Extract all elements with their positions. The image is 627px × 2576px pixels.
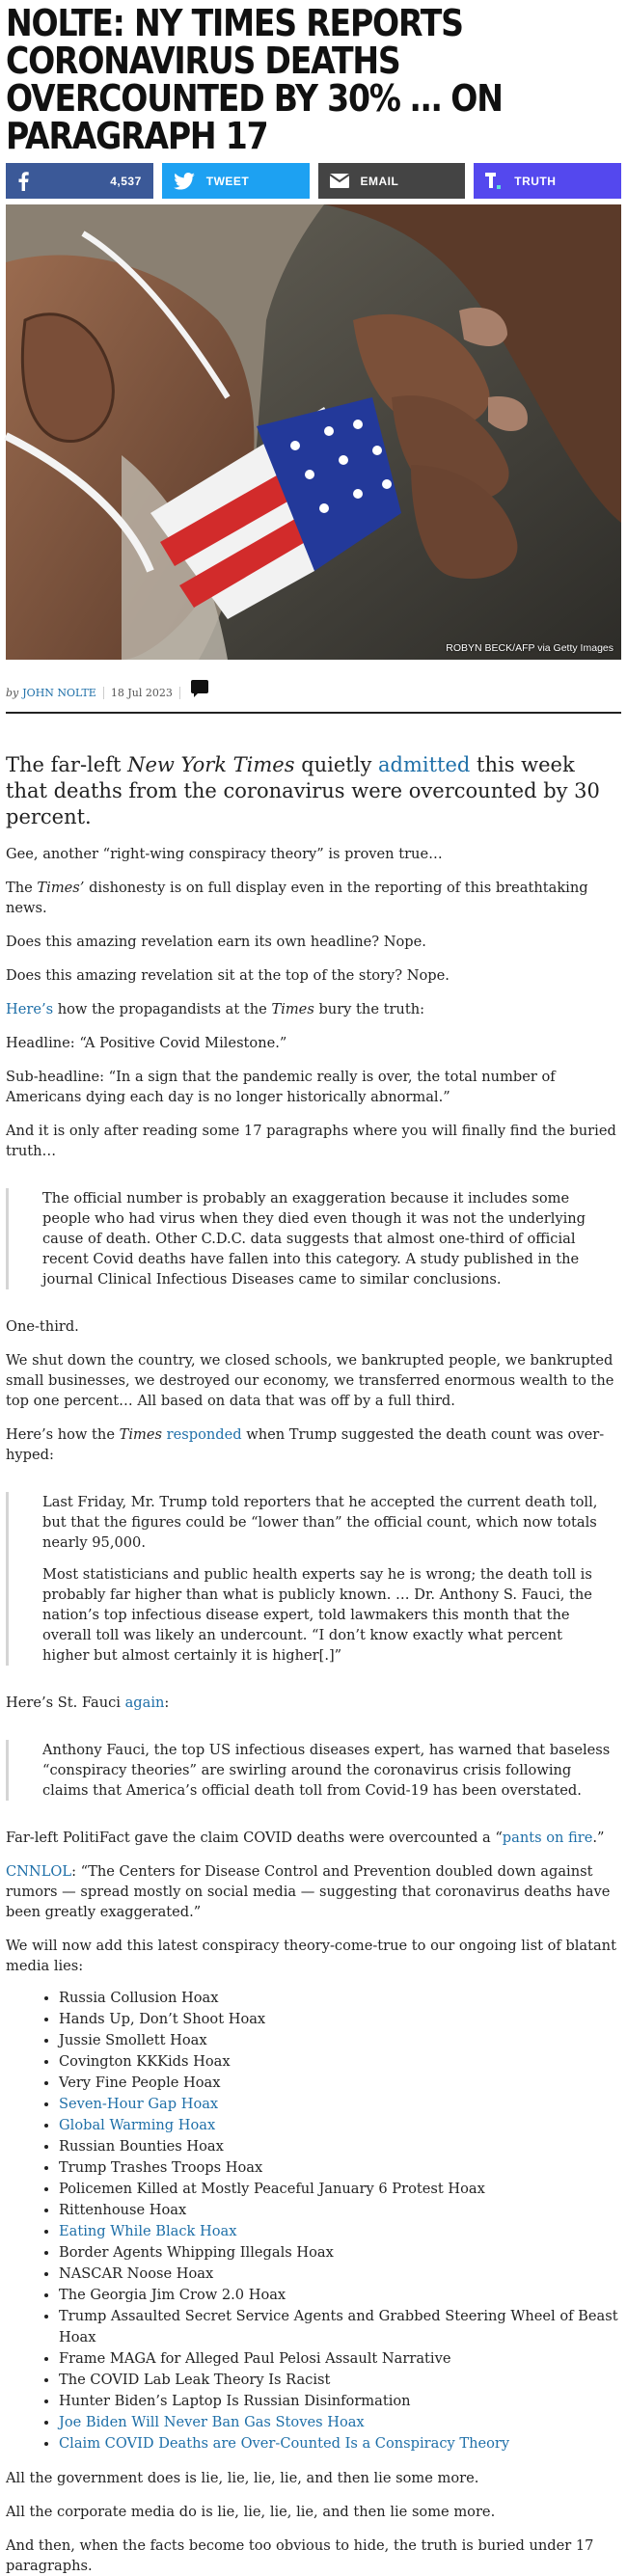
facebook-icon (17, 172, 29, 191)
list-item: • Trump Assaulted Secret Service Agents and Grabbed Steering Wheel of Beast Hoax (59, 2306, 621, 2348)
paragraph (6, 1861, 621, 1922)
list-item: • Policemen Killed at Mostly Peaceful January 6 Protest Hoax (59, 2179, 621, 2200)
photo-credit: ROBYN BECK/AFP via Getty Images (446, 642, 613, 654)
text: : “The Centers for Disease Control and Prevention doubled down against rumors — spread mostly on social media — suggesting that coronavirus deaths have been greatly exaggerated.” (6, 1863, 611, 1920)
lede-text: The far-left (6, 753, 128, 776)
text: bury the truth: (314, 1001, 425, 1017)
author-link[interactable]: JOHN NOLTE (22, 686, 96, 699)
hoax-list (6, 1988, 621, 2454)
list-item: • Frame MAGA for Alleged Paul Pelosi Assault Narrative (59, 2348, 621, 2370)
paragraph: We shut down the country, we closed schools, we bankrupted people, we bankrupted small businesses, we destroyed our economy, we transferred enormous wealth to the top one percent… All based on data that was off by a full third. (6, 1352, 614, 1409)
article-body (6, 844, 621, 2576)
paragraph (6, 878, 621, 918)
tweet-label: TWEET (205, 174, 250, 188)
paragraph: Does this amazing revelation earn its own headline? Nope. (6, 934, 426, 950)
text: .” (592, 1830, 605, 1846)
paragraph: And then, when the facts become too obvious to hide, the truth is buried under 17 paragraphs. (6, 2537, 594, 2574)
truth-label: TRUTH (514, 174, 557, 188)
list-item (59, 2221, 621, 2242)
again-link[interactable]: again (124, 1695, 165, 1711)
lede-text: quietly (294, 753, 378, 776)
facebook-share-button[interactable] (6, 163, 153, 199)
byline-prefix: by (6, 686, 19, 699)
email-share-button[interactable] (318, 163, 466, 199)
blockquote (6, 1188, 621, 1289)
hoax-link[interactable]: Seven-Hour Gap Hoax (59, 2096, 219, 2112)
list-item: • Border Agents Whipping Illegals Hoax (59, 2242, 621, 2264)
quote-paragraph: Anthony Fauci, the top US infectious diseases expert, has warned that baseless “conspiracy theories” are swirling around the coronavirus crisis following claims that America’s official death toll from Covid-19 has been overstated. (42, 1742, 611, 1799)
paragraph: Sub-headline: “In a sign that the pandemic really is over, the total number of Americans dying each day is no longer historically abnormal.” (6, 1069, 556, 1105)
article-lede (6, 752, 621, 830)
list-item: • The COVID Lab Leak Theory Is Racist (59, 2370, 621, 2391)
list-item: • The Georgia Jim Crow 2.0 Hoax (59, 2285, 621, 2306)
quote-paragraph: Last Friday, Mr. Trump told reporters that he accepted the current death toll, but that the figures could be “lower than” the official count, which now totals nearly 95,000. (42, 1494, 598, 1551)
quote-paragraph: Most statisticians and public health experts say he is wrong; the death toll is probably far higher than what is publicly known. … Dr. Anthony S. Fauci, the nation’s top infectious disease expert, told lawmakers this month that the overall toll was likely an undercount. “I don’t know exactly what percent higher but almost certainly it is higher[.]” (42, 1566, 592, 1664)
list-item: • Rittenhouse Hoax (59, 2200, 621, 2221)
paragraph (6, 999, 621, 1019)
list-item (59, 2433, 621, 2454)
publish-date: 18 Jul 2023 (110, 686, 173, 699)
paragraph: All the corporate media do is lie, lie, lie, lie, and then lie some more. (6, 2504, 496, 2520)
list-item (59, 2094, 621, 2115)
byline (6, 683, 621, 702)
list-item: • Russia Collusion Hoax (59, 1988, 621, 2009)
list-item (59, 2412, 621, 2433)
hoax-link[interactable]: Claim COVID Deaths are Over-Counted Is a Conspiracy Theory (59, 2435, 510, 2452)
paragraph: We will now add this latest conspiracy theory-come-true to our ongoing list of blatant media lies: (6, 1938, 616, 1974)
list-item: • NASCAR Noose Hoax (59, 2264, 621, 2285)
heres-link[interactable]: Here’s (6, 1001, 54, 1017)
text: : (164, 1695, 170, 1711)
facebook-share-count: 4,537 (110, 174, 142, 188)
admitted-link[interactable]: admitted (378, 753, 471, 776)
twitter-icon (174, 173, 195, 190)
list-item: • Russian Bounties Hoax (59, 2136, 621, 2157)
list-item: • Covington KKKids Hoax (59, 2051, 621, 2073)
text: Here’s St. Fauci (6, 1695, 125, 1711)
share-bar (6, 163, 621, 199)
list-item: • Hands Up, Don’t Shoot Hoax (59, 2009, 621, 2030)
publication: Times (119, 1426, 162, 1443)
text: The (6, 880, 38, 896)
truth-social-icon (485, 173, 503, 190)
list-item: • Jussie Smollett Hoax (59, 2030, 621, 2051)
tweet-button[interactable] (162, 163, 310, 199)
paragraph: Headline: “A Positive Covid Milestone.” (6, 1035, 287, 1051)
article-headline: NOLTE: NY TIMES REPORTS CORONAVIRUS DEATHS OVERCOUNTED BY 30% … ON PARAGRAPH 17 (6, 2, 503, 158)
cnnlol-link[interactable]: CNNLOL (6, 1863, 72, 1880)
hero-photo (6, 204, 621, 660)
blockquote (6, 1492, 621, 1666)
email-label: EMAIL (360, 174, 399, 188)
paragraph: Gee, another “right-wing conspiracy theory” is proven true… (6, 846, 443, 862)
truth-share-button[interactable] (474, 163, 621, 199)
byline-rule (6, 712, 621, 714)
email-icon (330, 174, 349, 188)
responded-link[interactable]: responded (166, 1426, 242, 1443)
hoax-link[interactable]: Global Warming Hoax (59, 2117, 216, 2133)
text: when Trump suggested the death count was over-hyped: (6, 1426, 605, 1463)
list-item: • Very Fine People Hoax (59, 2073, 621, 2094)
hoax-link[interactable]: Joe Biden Will Never Ban Gas Stoves Hoax (59, 2414, 365, 2430)
paragraph (6, 1424, 621, 1465)
list-item: • Hunter Biden’s Laptop Is Russian Disinformation (59, 2391, 621, 2412)
byline-divider (103, 687, 104, 699)
text: Far-left PolitiFact gave the claim COVID deaths were overcounted a “ (6, 1830, 503, 1846)
paragraph: And it is only after reading some 17 paragraphs where you will finally find the buried truth… (6, 1123, 616, 1159)
text: Here’s how the (6, 1426, 120, 1443)
paragraph: All the government does is lie, lie, lie, lie, and then lie some more. (6, 2470, 479, 2486)
text: dishonesty is on full display even in the reporting of this breathtaking news. (6, 880, 588, 916)
list-item: • Trump Trashes Troops Hoax (59, 2157, 621, 2179)
paragraph: Does this amazing revelation sit at the top of the story? Nope. (6, 967, 450, 984)
quote-paragraph: The official number is probably an exaggeration because it includes some people who had virus when they died even though it was not the underlying cause of death. Other C.D.C. data suggests that almost one-third of official recent Covid deaths have fallen into this category. A study published in the journal Clinical Infectious Diseases came to similar conclusions. (42, 1190, 586, 1288)
list-item (59, 2115, 621, 2136)
lede-publication: New York Times (127, 753, 295, 776)
text: how the propagandists at the (53, 1001, 272, 1017)
paragraph (6, 1828, 621, 1848)
byline-divider (179, 687, 180, 699)
paragraph: One-third. (6, 1318, 79, 1335)
publication: Times (271, 1001, 314, 1017)
blockquote (6, 1740, 621, 1801)
lede-text: this week that deaths from the coronavirus were overcounted by 30 percent. (6, 753, 600, 828)
publication: Times’ (37, 880, 85, 896)
pants-on-fire-link[interactable]: pants on fire (502, 1830, 593, 1846)
comment-icon[interactable] (191, 680, 208, 700)
paragraph (6, 1693, 621, 1713)
hoax-link[interactable]: Eating While Black Hoax (59, 2223, 237, 2239)
